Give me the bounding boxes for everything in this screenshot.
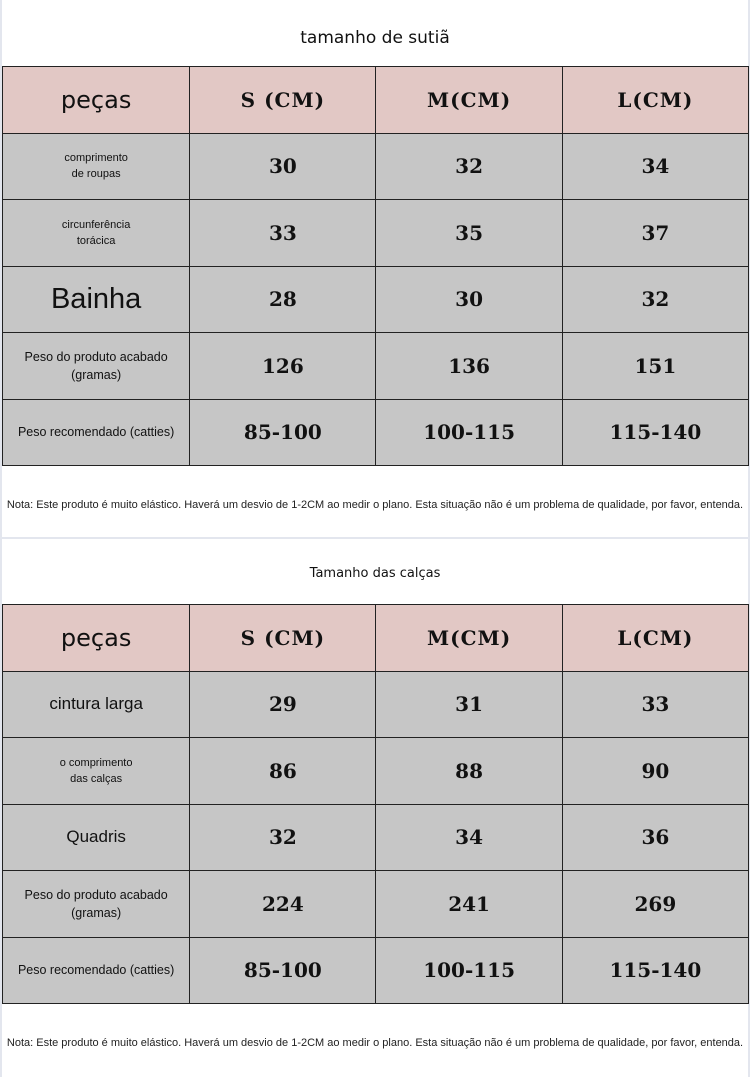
bra-size-title: tamanho de sutiã xyxy=(300,28,450,48)
table-row xyxy=(3,266,749,333)
value-cell: 32 xyxy=(562,266,748,333)
pants-size-title: Tamanho das calças xyxy=(309,566,441,581)
value-cell: 30 xyxy=(376,266,562,333)
table-row xyxy=(3,804,749,871)
value-cell: 37 xyxy=(562,200,748,267)
value-cell: 126 xyxy=(190,333,376,400)
value-cell: 32 xyxy=(376,133,562,200)
table-row xyxy=(3,937,749,1004)
table-row xyxy=(3,671,749,738)
value-cell: 36 xyxy=(562,804,748,871)
value-cell: 151 xyxy=(562,333,748,400)
header-size-l: L(CM) xyxy=(562,67,748,134)
header-size-m: M(CM) xyxy=(376,605,562,672)
value-cell: 115-140 xyxy=(562,399,748,466)
table-header-row xyxy=(3,605,749,672)
value-cell: 33 xyxy=(190,200,376,267)
header-size-s: S (CM) xyxy=(190,67,376,134)
value-cell: 34 xyxy=(562,133,748,200)
value-cell: 33 xyxy=(562,671,748,738)
row-label: Peso recomendado (catties) xyxy=(3,937,190,1004)
pants-size-table xyxy=(2,604,749,1004)
bra-size-table xyxy=(2,66,749,466)
row-label: circunferência torácica xyxy=(3,200,190,267)
row-label: Bainha xyxy=(3,266,190,333)
header-pieces: peças xyxy=(3,605,190,672)
table-row xyxy=(3,333,749,400)
value-cell: 32 xyxy=(190,804,376,871)
value-cell: 269 xyxy=(562,871,748,938)
row-label: comprimento de roupas xyxy=(3,133,190,200)
value-cell: 34 xyxy=(376,804,562,871)
value-cell: 100-115 xyxy=(376,399,562,466)
value-cell: 86 xyxy=(190,738,376,805)
table-row xyxy=(3,871,749,938)
bra-elasticity-note: Nota: Este produto é muito elástico. Haverá um desvio de 1-2CM ao medir o plano. Esta situação não é um problema de qualidade, por favor, entenda. xyxy=(6,499,744,511)
header-size-l: L(CM) xyxy=(562,605,748,672)
bra-size-section xyxy=(0,0,750,538)
value-cell: 224 xyxy=(190,871,376,938)
value-cell: 85-100 xyxy=(190,937,376,1004)
value-cell: 29 xyxy=(190,671,376,738)
value-cell: 31 xyxy=(376,671,562,738)
header-pieces: peças xyxy=(3,67,190,134)
table-row xyxy=(3,200,749,267)
value-cell: 88 xyxy=(376,738,562,805)
value-cell: 28 xyxy=(190,266,376,333)
value-cell: 85-100 xyxy=(190,399,376,466)
row-label: Peso do produto acabado (gramas) xyxy=(3,333,190,400)
row-label: Peso do produto acabado (gramas) xyxy=(3,871,190,938)
value-cell: 136 xyxy=(376,333,562,400)
table-row xyxy=(3,399,749,466)
row-label: cintura larga xyxy=(3,671,190,738)
header-size-s: S (CM) xyxy=(190,605,376,672)
value-cell: 100-115 xyxy=(376,937,562,1004)
row-label: Peso recomendado (catties) xyxy=(3,399,190,466)
table-header-row xyxy=(3,67,749,134)
table-row xyxy=(3,738,749,805)
row-label: Quadris xyxy=(3,804,190,871)
value-cell: 241 xyxy=(376,871,562,938)
value-cell: 35 xyxy=(376,200,562,267)
value-cell: 90 xyxy=(562,738,748,805)
header-size-m: M(CM) xyxy=(376,67,562,134)
row-label: o comprimento das calças xyxy=(3,738,190,805)
pants-size-section xyxy=(0,538,750,1077)
table-row xyxy=(3,133,749,200)
pants-elasticity-note: Nota: Este produto é muito elástico. Haverá um desvio de 1-2CM ao medir o plano. Esta situação não é um problema de qualidade, por favor, entenda. xyxy=(6,1037,744,1049)
value-cell: 115-140 xyxy=(562,937,748,1004)
value-cell: 30 xyxy=(190,133,376,200)
